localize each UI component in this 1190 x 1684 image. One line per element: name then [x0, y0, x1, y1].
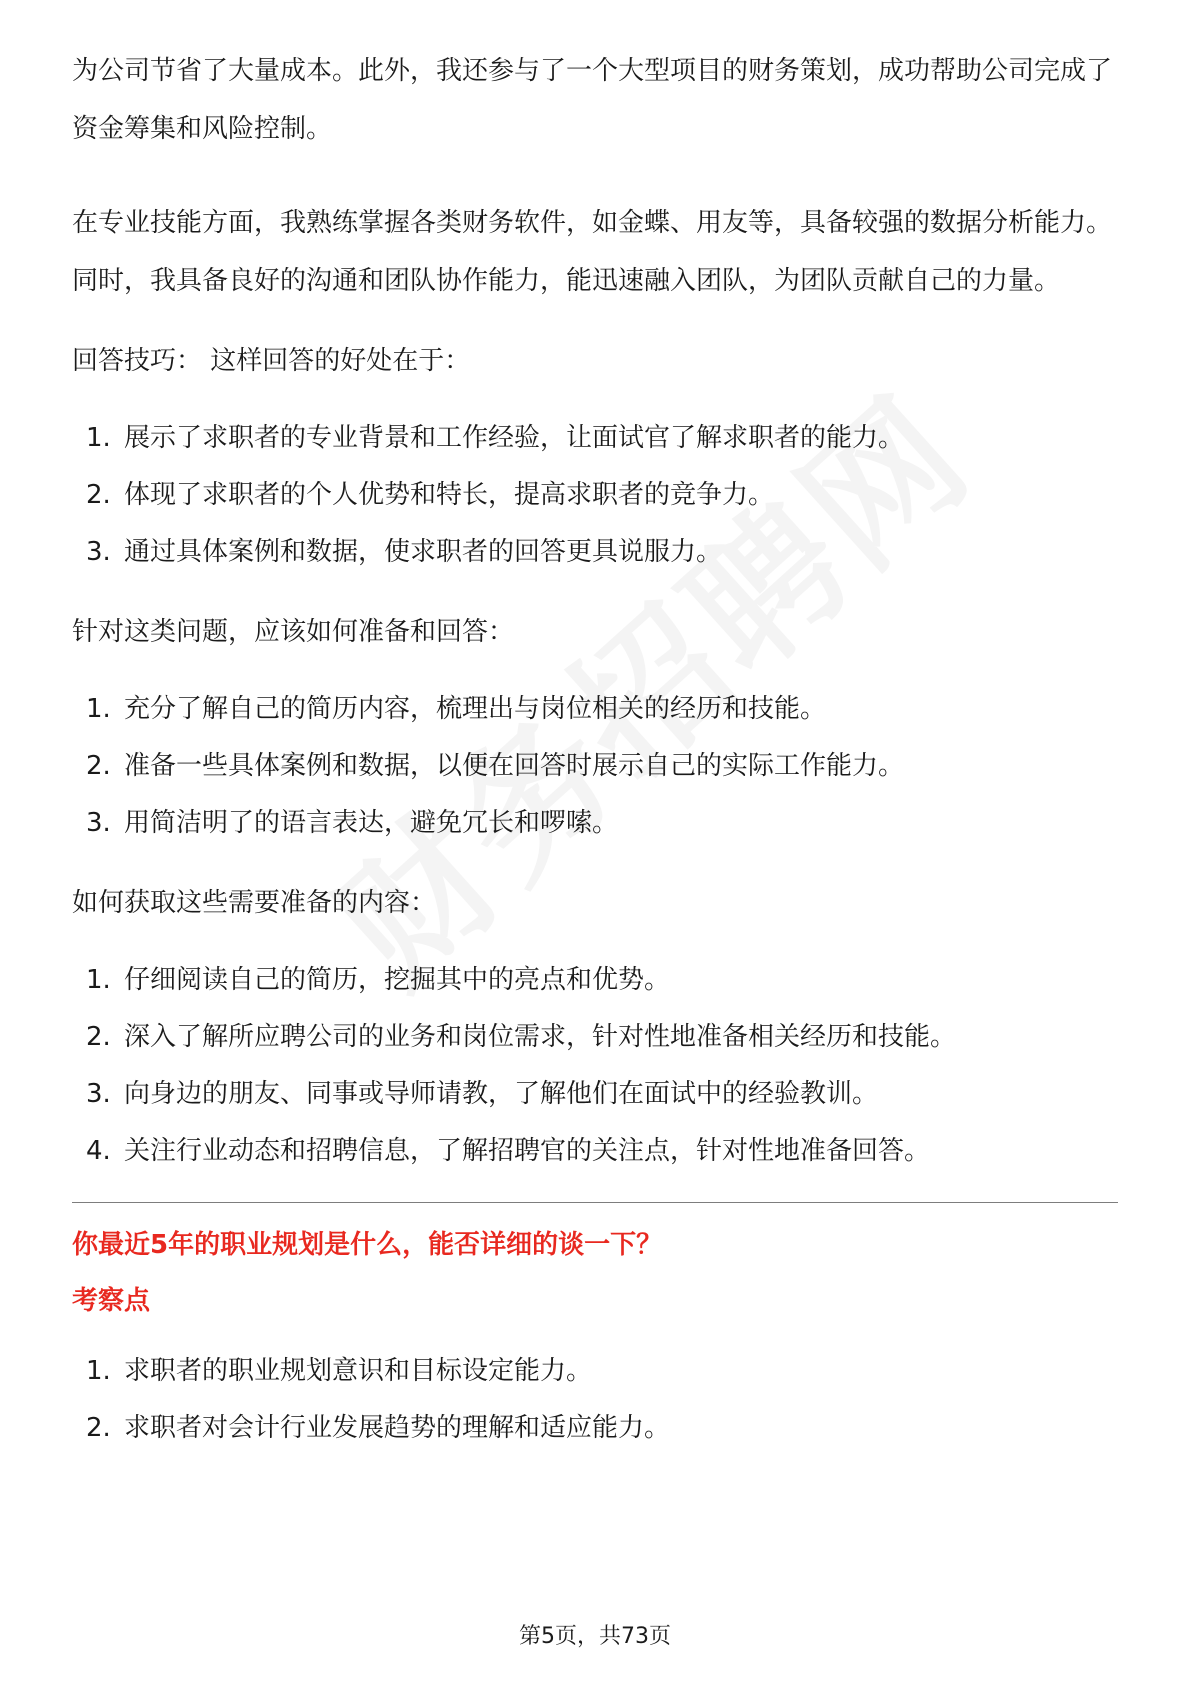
list-item: 3. 向身边的朋友、同事或导师请教，了解他们在面试中的经验教训。 — [86, 1079, 879, 1109]
list-item: 2. 深入了解所应聘公司的业务和岗位需求，针对性地准备相关经历和技能。 — [86, 1022, 957, 1052]
assessment-points-heading: 考察点 — [72, 1286, 151, 1316]
answer-tips-label: 回答技巧： 这样回答的好处在于： — [72, 346, 471, 376]
list-item: 1. 求职者的职业规划意识和目标设定能力。 — [86, 1356, 593, 1386]
preparation-list — [72, 681, 1118, 852]
skills-paragraph: 在专业技能方面，我熟练掌握各类财务软件，如金蝶、用友等，具备较强的数据分析能力。同时，我具备良好的沟通和团队协作能力，能迅速融入团队，为团队贡献自己的力量。 — [72, 208, 1113, 296]
list-item: 3. 通过具体案例和数据，使求职者的回答更具说服力。 — [86, 537, 723, 567]
list-item: 4. 关注行业动态和招聘信息，了解招聘官的关注点，针对性地准备回答。 — [86, 1136, 931, 1166]
page-content — [72, 42, 1118, 1479]
assessment-points-list — [72, 1343, 1118, 1457]
list-item: 1. 充分了解自己的简历内容，梳理出与岗位相关的经历和技能。 — [86, 694, 827, 724]
obtain-list — [72, 952, 1118, 1180]
obtain-label: 如何获取这些需要准备的内容： — [72, 888, 437, 918]
section-divider — [72, 1202, 1118, 1203]
question-heading: 你最近5年的职业规划是什么，能否详细的谈一下？ — [72, 1230, 663, 1260]
page-number: 第5页，共73页 — [519, 1624, 671, 1649]
list-item: 2. 求职者对会计行业发展趋势的理解和适应能力。 — [86, 1413, 671, 1443]
list-item: 2. 体现了求职者的个人优势和特长，提高求职者的竞争力。 — [86, 480, 775, 510]
list-item: 1. 展示了求职者的专业背景和工作经验，让面试官了解求职者的能力。 — [86, 423, 905, 453]
list-item: 3. 用简洁明了的语言表达，避免冗长和啰嗦。 — [86, 808, 619, 838]
list-item: 2. 准备一些具体案例和数据，以便在回答时展示自己的实际工作能力。 — [86, 751, 905, 781]
intro-paragraph: 为公司节省了大量成本。此外，我还参与了一个大型项目的财务策划，成功帮助公司完成了资金筹集和风险控制。 — [72, 56, 1113, 144]
preparation-label: 针对这类问题，应该如何准备和回答： — [72, 617, 515, 647]
list-item: 1. 仔细阅读自己的简历，挖掘其中的亮点和优势。 — [86, 965, 671, 995]
answer-tips-list — [72, 410, 1118, 581]
